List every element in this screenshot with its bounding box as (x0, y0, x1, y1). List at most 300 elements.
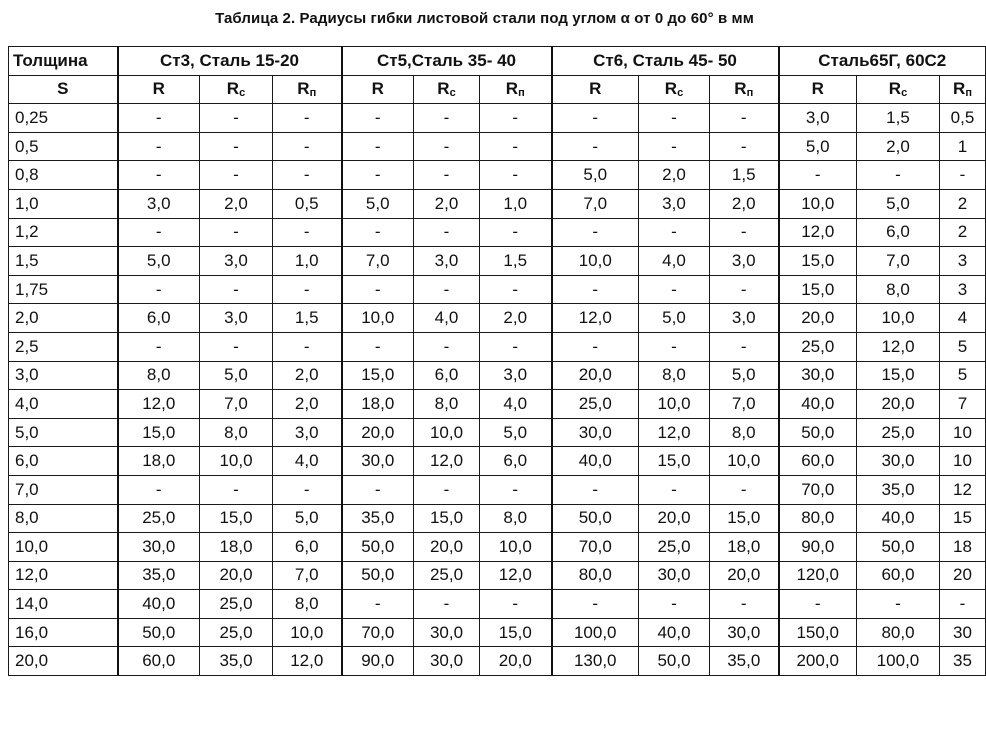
radius-cell: - (639, 218, 710, 247)
radius-cell: - (342, 590, 414, 619)
table-row (9, 647, 986, 676)
radius-cell: 4,0 (414, 304, 480, 333)
radius-cell: 15,0 (118, 418, 200, 447)
radius-cell: - (480, 275, 552, 304)
table-row (9, 618, 986, 647)
radius-cell: 35,0 (710, 647, 779, 676)
rc-header (414, 75, 480, 104)
radius-cell: 5,0 (639, 304, 710, 333)
thickness-cell: 12,0 (9, 561, 118, 590)
radius-cell: 20,0 (342, 418, 414, 447)
group-header: Сталь65Г, 60С2 (779, 47, 986, 76)
table-title: Таблица 2. Радиусы гибки листовой стали под углом α от 0 до 60° в мм (215, 10, 754, 27)
r-subscript: п (518, 87, 525, 100)
thickness-cell: 1,5 (9, 247, 118, 276)
radius-cell: - (200, 332, 273, 361)
r-symbol: R (664, 79, 678, 99)
radius-cell: - (552, 332, 639, 361)
table-row (9, 304, 986, 333)
thickness-cell: 2,0 (9, 304, 118, 333)
table-row (9, 475, 986, 504)
table-row (9, 189, 986, 218)
radius-cell: 1,5 (480, 247, 552, 276)
thickness-cell: 7,0 (9, 475, 118, 504)
radius-cell: 10,0 (710, 447, 779, 476)
thickness-cell: 5,0 (9, 418, 118, 447)
radius-cell: - (552, 104, 639, 133)
table-row (9, 218, 986, 247)
radius-cell: - (414, 161, 480, 190)
radius-cell: 12,0 (414, 447, 480, 476)
radius-cell: 4,0 (639, 247, 710, 276)
radius-cell: 6,0 (857, 218, 940, 247)
thickness-cell: 6,0 (9, 447, 118, 476)
r-symbol: R (152, 79, 165, 99)
radius-cell: 18,0 (342, 390, 414, 419)
radius-cell: - (480, 161, 552, 190)
radius-cell: - (779, 590, 857, 619)
radius-cell: 18,0 (118, 447, 200, 476)
radius-cell: 80,0 (857, 618, 940, 647)
radius-cell: 3,0 (480, 361, 552, 390)
radius-cell: 5,0 (552, 161, 639, 190)
radius-cell: - (710, 218, 779, 247)
rp-header (480, 75, 552, 104)
radius-cell: 100,0 (552, 618, 639, 647)
radius-cell: 50,0 (342, 533, 414, 562)
radius-cell: - (552, 275, 639, 304)
radius-cell: 40,0 (552, 447, 639, 476)
radius-cell: 10 (940, 418, 986, 447)
radius-cell: - (552, 590, 639, 619)
thickness-cell: 1,75 (9, 275, 118, 304)
radius-cell: - (414, 475, 480, 504)
radius-cell: - (414, 218, 480, 247)
radius-cell: 12,0 (779, 218, 857, 247)
radius-cell: 8,0 (639, 361, 710, 390)
radius-cell: - (779, 161, 857, 190)
radius-cell: 70,0 (342, 618, 414, 647)
radius-cell: 2,0 (710, 189, 779, 218)
radius-cell: 3 (940, 275, 986, 304)
radius-cell: 6,0 (118, 304, 200, 333)
radius-cell: - (639, 475, 710, 504)
radius-cell: - (273, 104, 342, 133)
bend-radius-table (8, 46, 986, 676)
radius-cell: - (118, 218, 200, 247)
radius-cell: 15,0 (639, 447, 710, 476)
r-symbol: R (371, 79, 384, 99)
r-symbol: R (734, 79, 747, 99)
radius-cell: 10 (940, 447, 986, 476)
radius-cell: 8,0 (200, 418, 273, 447)
radius-cell: 18,0 (200, 533, 273, 562)
radius-cell: 40,0 (639, 618, 710, 647)
radius-cell: 12,0 (480, 561, 552, 590)
radius-cell: - (414, 132, 480, 161)
radius-cell: 18,0 (710, 533, 779, 562)
rc-header (857, 75, 940, 104)
radius-cell: 50,0 (779, 418, 857, 447)
radius-cell: 5 (940, 332, 986, 361)
radius-cell: 25,0 (857, 418, 940, 447)
radius-cell: - (710, 332, 779, 361)
radius-cell: 5,0 (273, 504, 342, 533)
r-symbol: R (888, 79, 902, 99)
table-row (9, 275, 986, 304)
radius-cell: - (342, 132, 414, 161)
radius-cell: 5,0 (200, 361, 273, 390)
radius-cell: 1,0 (480, 189, 552, 218)
radius-cell: 90,0 (779, 533, 857, 562)
radius-cell: - (710, 475, 779, 504)
r-header (779, 75, 857, 104)
radius-cell: - (414, 275, 480, 304)
radius-cell: - (480, 590, 552, 619)
radius-cell: 15,0 (480, 618, 552, 647)
radius-cell: 10,0 (480, 533, 552, 562)
radius-cell: 15,0 (710, 504, 779, 533)
group-header: Ст3, Сталь 15-20 (118, 47, 342, 76)
table-row (9, 247, 986, 276)
radius-cell: - (200, 218, 273, 247)
radius-cell: - (118, 275, 200, 304)
radius-cell: 20,0 (639, 504, 710, 533)
rc-header (200, 75, 273, 104)
radius-cell: 20,0 (857, 390, 940, 419)
radius-cell: - (480, 475, 552, 504)
radius-cell: 7,0 (710, 390, 779, 419)
radius-cell: 15,0 (779, 275, 857, 304)
radius-cell: 7,0 (552, 189, 639, 218)
thickness-cell: 14,0 (9, 590, 118, 619)
radius-cell: 5,0 (779, 132, 857, 161)
radius-cell: 80,0 (552, 561, 639, 590)
radius-cell: 0,5 (940, 104, 986, 133)
radius-cell: 4 (940, 304, 986, 333)
radius-cell: 10,0 (414, 418, 480, 447)
radius-cell: - (342, 275, 414, 304)
radius-cell: 30,0 (414, 618, 480, 647)
radius-cell: 4,0 (480, 390, 552, 419)
r-subscript: п (965, 87, 972, 100)
radius-cell: - (480, 218, 552, 247)
radius-cell: 5,0 (480, 418, 552, 447)
r-subscript: с (239, 87, 246, 100)
radius-cell: 8,0 (118, 361, 200, 390)
table-row (9, 361, 986, 390)
radius-cell: 20,0 (414, 533, 480, 562)
radius-cell: 3,0 (200, 247, 273, 276)
radius-cell: 12,0 (273, 647, 342, 676)
radius-cell: 6,0 (480, 447, 552, 476)
radius-cell: - (414, 332, 480, 361)
radius-cell: 40,0 (118, 590, 200, 619)
radius-cell: 25,0 (118, 504, 200, 533)
r-symbol: R (437, 79, 450, 99)
radius-cell: 60,0 (857, 561, 940, 590)
radius-cell: 15,0 (779, 247, 857, 276)
radius-cell: 50,0 (342, 561, 414, 590)
radius-cell: 35,0 (342, 504, 414, 533)
radius-cell: 2,0 (857, 132, 940, 161)
thickness-cell: 0,25 (9, 104, 118, 133)
radius-cell: 15,0 (857, 361, 940, 390)
radius-cell: 30,0 (342, 447, 414, 476)
radius-cell: 30,0 (779, 361, 857, 390)
radius-cell: 25,0 (552, 390, 639, 419)
radius-cell: 20,0 (779, 304, 857, 333)
radius-cell: 7,0 (200, 390, 273, 419)
thickness-cell: 0,8 (9, 161, 118, 190)
table-row (9, 561, 986, 590)
thickness-cell: 1,2 (9, 218, 118, 247)
radius-cell: 200,0 (779, 647, 857, 676)
radius-cell: 25,0 (200, 590, 273, 619)
radius-cell: 7,0 (857, 247, 940, 276)
table-row (9, 390, 986, 419)
radius-cell: 2,0 (414, 189, 480, 218)
radius-cell: 3,0 (273, 418, 342, 447)
radius-cell: 35,0 (118, 561, 200, 590)
r-subscript: с (901, 87, 908, 100)
r-symbol: R (589, 79, 602, 99)
radius-cell: - (273, 218, 342, 247)
radius-cell: - (710, 132, 779, 161)
radius-cell: - (552, 132, 639, 161)
radius-cell: - (940, 161, 986, 190)
thickness-cell: 16,0 (9, 618, 118, 647)
radius-cell: - (273, 161, 342, 190)
radius-cell: 35 (940, 647, 986, 676)
radius-cell: 5,0 (857, 189, 940, 218)
radius-cell: - (710, 590, 779, 619)
radius-cell: - (480, 332, 552, 361)
radius-cell: - (273, 275, 342, 304)
radius-cell: 10,0 (639, 390, 710, 419)
radius-cell: 60,0 (779, 447, 857, 476)
r-header (342, 75, 414, 104)
radius-cell: 15,0 (414, 504, 480, 533)
r-subscript: п (746, 87, 754, 100)
table-row (9, 332, 986, 361)
radius-cell: 150,0 (779, 618, 857, 647)
radius-cell: 10,0 (273, 618, 342, 647)
radius-cell: 10,0 (342, 304, 414, 333)
thickness-cell: 0,5 (9, 132, 118, 161)
r-symbol: R (297, 79, 310, 99)
radius-cell: 25,0 (200, 618, 273, 647)
table-row (9, 104, 986, 133)
radius-cell: 30,0 (639, 561, 710, 590)
rp-header (273, 75, 342, 104)
thickness-cell: 8,0 (9, 504, 118, 533)
radius-cell: 40,0 (779, 390, 857, 419)
radius-cell: 8,0 (710, 418, 779, 447)
radius-cell: 8,0 (414, 390, 480, 419)
radius-cell: 35,0 (200, 647, 273, 676)
radius-cell: 3,0 (118, 189, 200, 218)
radius-cell: 0,5 (273, 189, 342, 218)
radius-cell: 20,0 (552, 361, 639, 390)
radius-cell: - (639, 590, 710, 619)
radius-cell: 10,0 (552, 247, 639, 276)
r-header (118, 75, 200, 104)
radius-cell: 50,0 (857, 533, 940, 562)
radius-cell: 12,0 (639, 418, 710, 447)
radius-cell: - (639, 275, 710, 304)
radius-cell: - (639, 104, 710, 133)
radius-cell: 5,0 (118, 247, 200, 276)
radius-cell: 60,0 (118, 647, 200, 676)
radius-cell: 2,0 (200, 189, 273, 218)
rp-header (940, 75, 986, 104)
radius-cell: 12 (940, 475, 986, 504)
thickness-cell: 10,0 (9, 533, 118, 562)
r-symbol: R (953, 79, 966, 99)
radius-cell: - (200, 161, 273, 190)
radius-cell: - (342, 218, 414, 247)
radius-cell: - (480, 104, 552, 133)
table-row (9, 533, 986, 562)
r-subscript: с (677, 87, 684, 100)
radius-cell: 7,0 (273, 561, 342, 590)
radius-cell: 3,0 (639, 189, 710, 218)
radius-cell: 1,5 (857, 104, 940, 133)
r-subscript: п (309, 87, 317, 100)
radius-cell: 30 (940, 618, 986, 647)
radius-cell: 2 (940, 189, 986, 218)
radius-cell: 3,0 (710, 247, 779, 276)
table-row (9, 418, 986, 447)
radius-cell: - (342, 161, 414, 190)
radius-cell: - (342, 104, 414, 133)
r-symbol: R (505, 79, 519, 99)
group-header: Ст5,Сталь 35- 40 (342, 47, 552, 76)
radius-cell: 15,0 (200, 504, 273, 533)
thickness-cell: 3,0 (9, 361, 118, 390)
radius-cell: 50,0 (118, 618, 200, 647)
table-row (9, 161, 986, 190)
radius-cell: 1,0 (273, 247, 342, 276)
radius-cell: 2,0 (639, 161, 710, 190)
radius-cell: 3,0 (414, 247, 480, 276)
radius-cell: 25,0 (414, 561, 480, 590)
radius-cell: 10,0 (857, 304, 940, 333)
radius-cell: 120,0 (779, 561, 857, 590)
radius-cell: - (552, 475, 639, 504)
radius-cell: 18 (940, 533, 986, 562)
thickness-cell: 1,0 (9, 189, 118, 218)
radius-cell: 20,0 (480, 647, 552, 676)
radius-cell: 3 (940, 247, 986, 276)
r-subscript: с (449, 87, 456, 100)
radius-cell: 5,0 (342, 189, 414, 218)
thickness-cell: 20,0 (9, 647, 118, 676)
radius-cell: 50,0 (639, 647, 710, 676)
r-header (552, 75, 639, 104)
radius-cell: - (552, 218, 639, 247)
radius-cell: 1 (940, 132, 986, 161)
group-header: Ст6, Сталь 45- 50 (552, 47, 779, 76)
radius-cell: 90,0 (342, 647, 414, 676)
thickness-cell: 2,5 (9, 332, 118, 361)
radius-cell: - (273, 475, 342, 504)
radius-cell: - (857, 590, 940, 619)
radius-cell: - (414, 590, 480, 619)
radius-cell: 1,5 (710, 161, 779, 190)
thickness-header: Толщина (9, 47, 118, 76)
radius-cell: 100,0 (857, 647, 940, 676)
radius-cell: - (857, 161, 940, 190)
radius-cell: 3,0 (710, 304, 779, 333)
radius-cell: 2,0 (480, 304, 552, 333)
radius-cell: 1,5 (273, 304, 342, 333)
radius-cell: - (118, 332, 200, 361)
radius-cell: - (200, 104, 273, 133)
radius-cell: - (639, 132, 710, 161)
radius-cell: - (414, 104, 480, 133)
radius-cell: 80,0 (779, 504, 857, 533)
radius-cell: 3,0 (779, 104, 857, 133)
radius-cell: 15 (940, 504, 986, 533)
radius-cell: 130,0 (552, 647, 639, 676)
radius-cell: 2 (940, 218, 986, 247)
thickness-cell: 4,0 (9, 390, 118, 419)
s-header: S (9, 75, 118, 104)
radius-cell: 20 (940, 561, 986, 590)
radius-cell: 70,0 (552, 533, 639, 562)
radius-cell: 8,0 (273, 590, 342, 619)
radius-cell: 7,0 (342, 247, 414, 276)
radius-cell: 15,0 (342, 361, 414, 390)
radius-cell: 10,0 (200, 447, 273, 476)
radius-cell: 10,0 (779, 189, 857, 218)
radius-cell: 2,0 (273, 361, 342, 390)
radius-cell: 25,0 (639, 533, 710, 562)
radius-cell: 6,0 (414, 361, 480, 390)
radius-cell: 20,0 (710, 561, 779, 590)
radius-cell: 30,0 (710, 618, 779, 647)
group-header-row (9, 47, 986, 76)
table-row (9, 504, 986, 533)
radius-cell: - (118, 475, 200, 504)
rc-header (639, 75, 710, 104)
r-symbol: R (226, 79, 240, 99)
radius-cell: 8,0 (480, 504, 552, 533)
radius-cell: 70,0 (779, 475, 857, 504)
radius-cell: 50,0 (552, 504, 639, 533)
radius-cell: - (118, 132, 200, 161)
radius-cell: 2,0 (273, 390, 342, 419)
radius-cell: 6,0 (273, 533, 342, 562)
radius-cell: 12,0 (857, 332, 940, 361)
radius-cell: 8,0 (857, 275, 940, 304)
radius-cell: 40,0 (857, 504, 940, 533)
radius-cell: - (480, 132, 552, 161)
radius-cell: - (200, 275, 273, 304)
radius-cell: 3,0 (200, 304, 273, 333)
radius-cell: - (200, 475, 273, 504)
radius-cell: 30,0 (857, 447, 940, 476)
table-row (9, 447, 986, 476)
radius-cell: 25,0 (779, 332, 857, 361)
radius-cell: - (940, 590, 986, 619)
radius-cell: 5 (940, 361, 986, 390)
table-row (9, 590, 986, 619)
radius-cell: - (118, 104, 200, 133)
radius-cell: 7 (940, 390, 986, 419)
